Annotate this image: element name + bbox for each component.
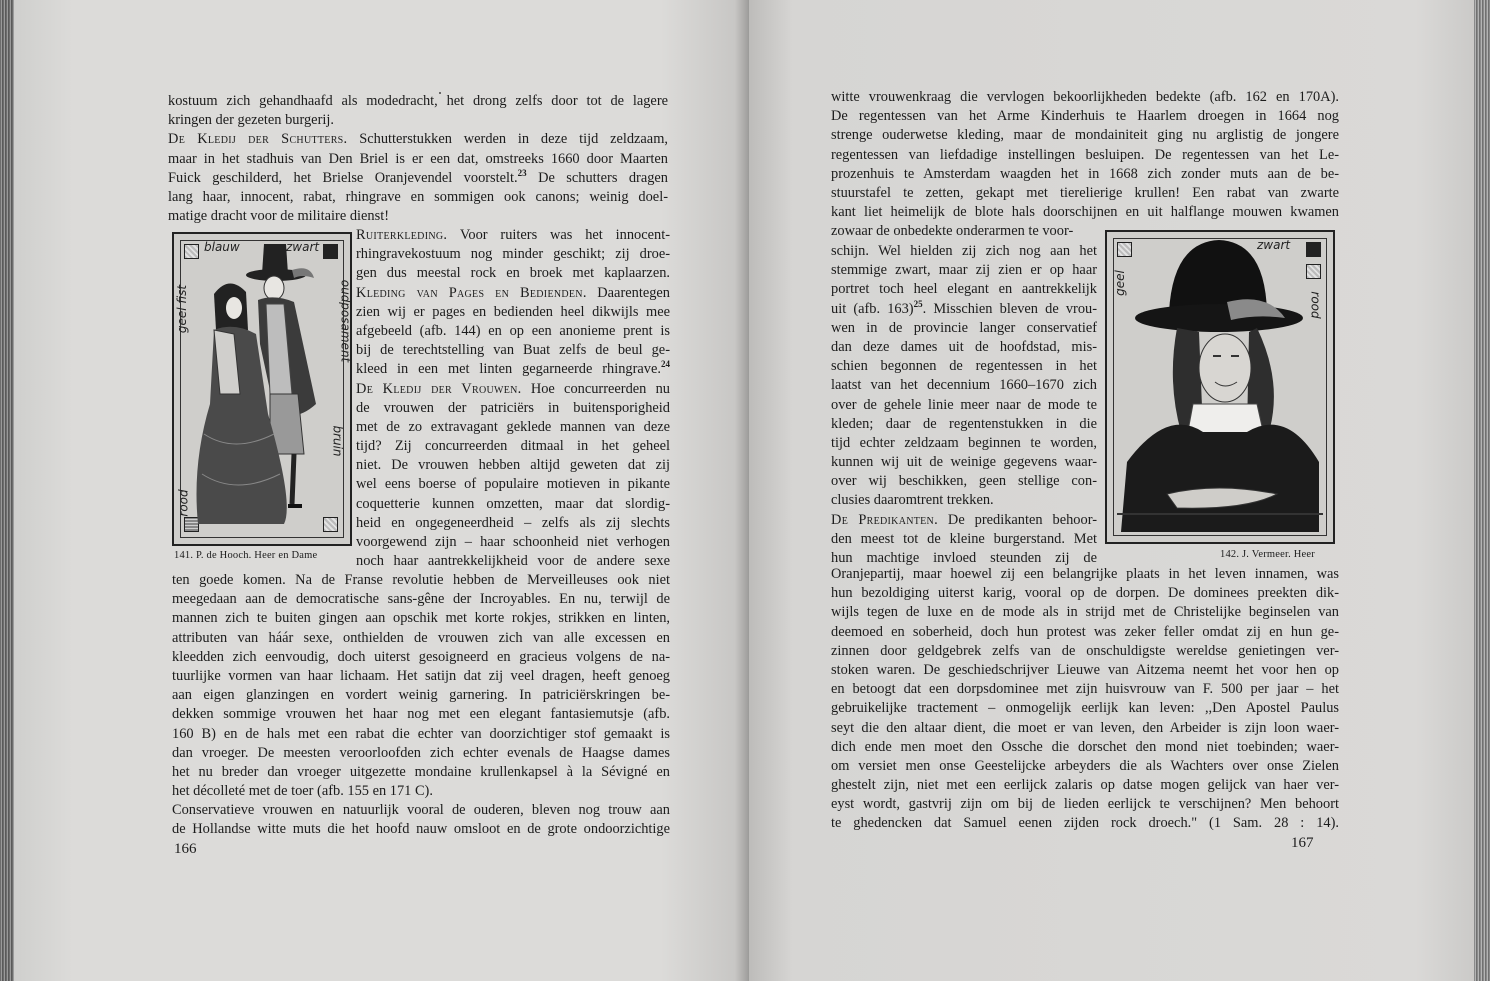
card-label: geel fist [175,284,190,334]
left-bottom-text [172,571,670,840]
section-heading: De Predikanten. [831,511,938,528]
text-line: wen in de provincie langer conservatief [831,319,1097,336]
text-line: bij de terechtstelling van Buat zelfs de beul ge- [356,342,670,359]
text-line: over wij beschikken, geen stellige con- [831,473,1097,490]
page-number: 167 [1291,835,1314,851]
engraving-couple-illustration [174,234,353,544]
text-line: ghestelt zijn, niet met een eerlijck zalaris op datse mogen gelijck van haer ver- [831,777,1339,794]
figure-142-card [1105,230,1335,544]
text-line: . Misschien bleven de vrou- [922,300,1097,317]
text-line: ten goede komen. Na de Franse revolutie hebben de Merveilleuses ook niet [172,572,670,588]
text-line: de vrouwen der patriciërs in buitensporigheid [356,399,670,416]
text-line: tuurlijke vormen van haar lichaam. Het satijn dat zij veel dragen, heeft genoeg [172,667,670,684]
text-line: attributen van háár sexe, onthielden de vrouwen zich van alle excessen en [172,629,670,646]
text-line: niet. De vrouwen hebben altijd geweten dat zij [356,457,670,474]
text-line: dekken sommige vrouwen het haar nog met een elegant fantasiemutsje (afb. [172,706,670,723]
text-line: den meest tot de kleine burgerstand. Met [831,530,1097,547]
text-line: schien begonnen de regentessen in het [831,358,1097,375]
text-line: Conservatieve vrouwen en natuurlijk vooral de ouderen, bleven nog trouw aan [172,802,670,819]
text-line: Fuick geschilderd, het Brielse Oranjevendel voorstelt. [168,169,518,186]
text-line: maar in het stadhuis van Den Briel is er een dat, omstreeks 1660 door Maarten [168,150,668,167]
text-line: met de zo extravagant geklede mannen van deze [356,418,670,435]
figure-141-caption: 141. P. de Hooch. Heer en Dame [174,550,318,561]
text-line: De regentessen van het Arme Kinderhuis te Haarlem droegen in 1664 nog [831,108,1339,125]
text-line: stoken waren. De geschiedschrijver Lieuwe van Aitzema neemt het voor hen op [831,661,1339,678]
text-line: zowaar de onbedekte onderarmen te voor- [831,223,1074,240]
book-edge-right [1474,0,1490,981]
text-line: meegedaan aan de democratische sans-gêne der Incroyables. En nu, terwijl de [172,591,670,608]
text-line: Oranjepartij, maar hoewel zij een belangrijke plaats in het leven innamen, was [831,566,1339,582]
text-line: Daarentegen [586,284,670,301]
text-line: kleedden zich eenvoudig, doch uiterst gesoigneerd en gracieus volgens de na- [172,648,670,665]
footnote-marker: 23 [517,168,527,178]
card-label: zwart [1257,238,1291,252]
text-line: dan deze dames uit de hoofdstad, mis- [831,338,1097,355]
text-line: wel eens boerse of populaire motieven in pikante [356,476,670,493]
text-line: Voor ruiters was het innocent- [447,227,670,243]
text-line: stuurstafel te zetten, gekapt met tierelierige krullen! Een rabat van zwarte [831,184,1339,201]
text-line: zinnen door geldgebrek zelfs van de onschuldigste wereldse genietingen ver- [831,642,1339,659]
text-line: gebruikelijke tractement – onmogelijk eerlijk kan leven: ,,Den Apostel Paulus [831,700,1339,717]
text-line: stemmige zwart, maar zij zien er op haar [831,262,1097,279]
footnote-marker: 24 [661,360,670,370]
section-heading: De Kledij der Vrouwen. [356,380,522,397]
section-heading: Ruiterkleding. [356,227,448,243]
text-line: schijn. Wel hielden zij zich nog aan het [831,243,1097,259]
text-line: deemoed en soberheid, doch hun protest was zeker feller omdat zij en hun ge- [831,623,1339,640]
text-line: en betoogt dat een dorpsdominee met zijn huisvrouw van F. 500 per jaar – het [831,681,1339,698]
text-line: lang haar, innocent, rabat, rhingrave en sommigen ook canons; weinig doel- [168,188,668,205]
text-line: seyt die den altaar dient, die moet er van leven, den Arbeider is zijn loon waer- [831,719,1339,736]
card-label: geel [1112,270,1127,296]
right-bottom-text [831,565,1339,834]
text-line: hun machtige invloed steunden zij de [831,550,1097,566]
page-number: 166 [174,841,197,857]
text-line: het nu breder dan vroeger uitgezette mondaine krullenkapsel à la Sévigné en [172,763,670,780]
text-line: om versiet men onse Geestelijcke arbeyders die als Wachters over onse Zielen [831,757,1339,774]
card-label: bruin [330,425,345,457]
text-line: voorgewend zijn – haar schoonheid niet verhogen [356,534,670,550]
card-label: oudposament [338,279,353,363]
right-top-text [831,88,1339,242]
text-line: noch haar aantrekkelijkheid voor de andere sexe [356,553,670,570]
card-label: blauw [204,240,240,254]
text-line: mannen zich te buiten gingen aan opschik met korte rokjes, strikken en linten, [172,610,670,627]
left-page [14,0,749,981]
figure-142-caption: 142. J. Vermeer. Heer [1220,549,1315,560]
text-line: over de gehele linie meer naar de mode te [831,396,1097,413]
text-line: kant liet heimelijk de blote hals doorschijnen en uit halflange mouwen kwamen [831,204,1339,221]
text-line: Schutterstukken werden in deze tijd zeldzaam, [347,131,668,148]
engraving-portrait-illustration [1107,232,1333,542]
right-page [749,0,1474,981]
text-line: laatst van het decennium 1660–1670 zich [831,377,1097,394]
text-line: rhingravekostuum nog minder geschikt; zij droe- [356,246,670,263]
text-line: hun bezoldiging uiterst karig, vooral op de dorpen. De dominees preekten dik- [831,585,1339,602]
text-line: prozenhuis te Amsterdam waagden het in 1668 zich zonder muts aan de be- [831,165,1339,182]
text-line: dich ende men moet den Ossche die dorschet den mond niet toebinden; waer- [831,738,1339,755]
text-line: matige dracht voor de militaire dienst! [168,208,389,225]
book-edge-left [0,0,14,981]
card-label: rood [1308,291,1323,319]
right-wrap-text [831,242,1097,568]
text-line: Hoe concurreerden nu [521,380,670,397]
text-line: kleden; daar de regentenstukken in die [831,415,1097,432]
text-line: clusies daaromtrent trekken. [831,492,994,509]
card-label: rood [176,489,191,517]
text-line: strenge ouderwetse kleding, maar de mondainiteit ging nu arglistig de jongere [831,127,1339,144]
text-line: tijd echter zeldzaam beginnen te worden, [831,434,1097,451]
text-line: regentessen van liefdadige instellingen besluipen. De regentessen van het Le- [831,146,1339,163]
text-line: kunnen wij uit de weinige gegevens waar- [831,454,1097,471]
text-line: aan eigen glanzingen en vordert weinig garnering. In patriciërskringen be- [172,687,670,704]
section-heading: De Kledij der Schutters. [168,131,348,148]
text-line: portret toch heel elegant en aantrekkelijk [831,281,1097,298]
text-line: zien wij er pages en bedienden heel dikwijls mee [356,303,670,320]
left-wrap-text [356,226,670,571]
text-line: De schutters dragen [526,169,668,186]
text-line: het décolleté met de toer (afb. 155 en 171 C). [172,783,433,800]
text-line: te ghedencken dat Samuel eenen zijden rock droech." (1 Sam. 28 : 14). [831,815,1339,832]
text-line: uit (afb. 163) [831,300,914,317]
section-heading: Kleding van Pages en Bedienden. [356,284,587,301]
text-line: gen dus meestal rock en broek met kaplaarzen. [356,265,670,282]
text-line: heid en ongegeneerdheid – zelfs als zij slechts [356,514,670,531]
text-line: 160 B) en de hals met een rabat die echter van doorzichtiger stof gemaakt is [172,725,670,742]
footnote-marker: 25 [913,299,923,309]
text-line: De predikanten behoor- [937,511,1097,528]
left-top-text [168,92,668,226]
figure-141-card [172,232,352,546]
text-line: kleed in een met linten gegarneerde rhingrave. [356,361,661,378]
text-line: kringen der gezeten burgerij. [168,112,334,129]
text-line: dan vroeger. De meesten veroorloofden zich echter evenals de Haagse dames [172,744,670,761]
text-line: kostuum zich gehandhaafd als modedracht, het drong zelfs door tot de lagere [168,93,668,109]
text-line: tijd? Zij concurreerden ditmaal in het geheel [356,438,670,455]
text-line: de Hollandse witte muts die het hoofd nauw omsloot en de grote ondoorzichtige [172,821,670,838]
text-line: eyst wordt, gastvrij zijn om bij de lieden eerlijck te verschijnen? Men behoort [831,796,1339,813]
text-line: wijls tegen de luxe en de mode als in strijd met de Christelijke beginselen van [831,604,1339,621]
card-label: zwart [286,240,320,254]
text-line: coquetterie kunnen omzetten, maar dat slordig- [356,495,670,512]
text-line: witte vrouwenkraag die vervlogen bekoorlijkheden bedekte (afb. 162 en 170A). [831,89,1339,105]
text-line: afgebeeld (afb. 144) en op een anonieme prent is [356,322,670,339]
